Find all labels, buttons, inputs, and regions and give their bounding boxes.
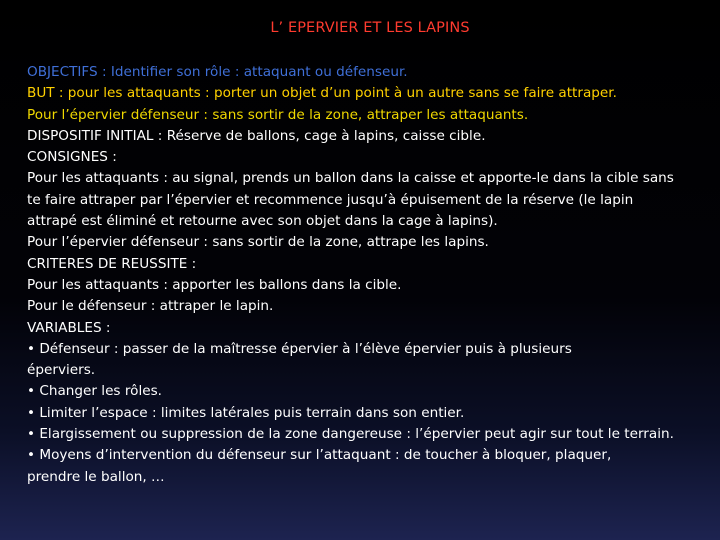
- variables-bullet-3: • Limiter l’espace : limites latérales puis terrain dans son entier.: [27, 404, 465, 421]
- consignes-attaquants-line-3: attrapé est éliminé et retourne avec son objet dans la cage à lapins).: [27, 213, 498, 230]
- dispositif-line: DISPOSITIF INITIAL : Réserve de ballons, cage à lapins, caisse cible.: [27, 127, 486, 144]
- consignes-epervier-line: Pour l’épervier défenseur : sans sortir de la zone, attrape les lapins.: [27, 234, 489, 251]
- variables-bullet-1-continued: éperviers.: [27, 362, 96, 379]
- criteres-attaquants-line: Pour les attaquants : apporter les ballons dans la cible.: [27, 276, 402, 293]
- variables-bullet-1: • Défenseur : passer de la maîtresse épervier à l’élève épervier puis à plusieurs: [27, 340, 572, 357]
- variables-bullet-4: • Elargissement ou suppression de la zone dangereuse : l’épervier peut agir sur tout le terrain.: [27, 426, 674, 443]
- criteres-heading: CRITERES DE REUSSITE :: [27, 255, 197, 272]
- slide-body: [27, 62, 715, 488]
- consignes-attaquants-line-1: Pour les attaquants : au signal, prends un ballon dans la caisse et apporte-le dans la cible sans: [27, 170, 674, 187]
- variables-heading: VARIABLES :: [27, 319, 111, 336]
- but-line: BUT : pour les attaquants : porter un objet d’un point à un autre sans se faire attraper.: [27, 85, 617, 102]
- variables-bullet-2: • Changer les rôles.: [27, 383, 162, 400]
- consignes-heading: CONSIGNES :: [27, 149, 117, 166]
- slide-title: L’ EPERVIER ET LES LAPINS: [270, 20, 470, 36]
- but-defenseur-line: Pour l’épervier défenseur : sans sortir de la zone, attraper les attaquants.: [27, 106, 529, 123]
- criteres-defenseur-line: Pour le défenseur : attraper le lapin.: [27, 298, 274, 315]
- consignes-attaquants-line-2: te faire attraper par l’épervier et recommence jusqu’à épuisement de la réserve (le lapin: [27, 191, 634, 208]
- variables-bullet-5-continued: prendre le ballon, …: [27, 468, 165, 485]
- variables-bullet-5: • Moyens d’intervention du défenseur sur l’attaquant : de toucher à bloquer, plaquer,: [27, 447, 612, 464]
- objectifs-line: OBJECTIFS : Identifier son rôle : attaquant ou défenseur.: [27, 64, 408, 80]
